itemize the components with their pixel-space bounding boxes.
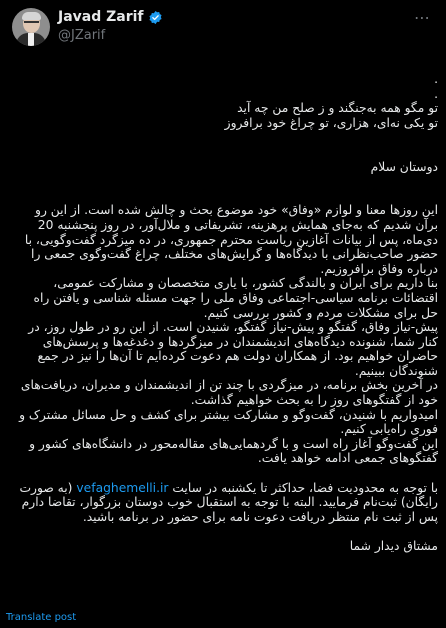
more-options-icon[interactable]: ⋯ <box>414 8 431 27</box>
translate-post-link[interactable]: Translate post <box>6 612 77 623</box>
tweet-registration <box>14 481 438 525</box>
tweet-paragraph: این گفت‌وگو آغاز راه است و با گردهمایی‌های مقاله‌محور در دانشگاه‌های کشور و گفتگوهای جمعی ادامه خواهد یافت. <box>29 436 438 466</box>
tweet-paragraph: تو یکی نه‌ای، هزاری، تو چراغ خود برافروز <box>224 115 438 130</box>
tweet-blank-line <box>14 174 438 189</box>
avatar[interactable] <box>12 8 50 46</box>
tweet-blank-line <box>14 130 438 145</box>
tweet-paragraph: . <box>434 72 438 86</box>
tweet-paragraph: تو مگو همه به‌جنگند و ز صلح من چه آید <box>237 101 438 116</box>
tweet-paragraph: . <box>434 86 438 101</box>
registration-text-after: (به صورت رایگان) ثبت‌نام فرمایید. البته با توجه به استقبال خوب دوستان بزرگوار، تقاضا دارم پس از ثبت نام منتظر دریافت دعوت نامه برای حضور در برنامه باشید. <box>19 480 438 524</box>
tweet-paragraph: امیدواریم با شنیدن، گفت‌وگو و مشارکت بیشتر برای کشف و حل مسائل مشترک و فوری راه‌یابی کنیم. <box>19 407 438 437</box>
tweet-blank-line <box>14 189 438 204</box>
tweet-blank-line <box>14 145 438 160</box>
author-name-row <box>58 9 163 25</box>
avatar-glasses-shape <box>24 21 39 27</box>
tweet-paragraph: این روزها معنا و لوازم «وفاق» خود موضوع بحث و چالش شده است. از این رو برآن شدیم که به‌جای همایش پرهزینه، تشریفاتی و ملال‌آور، در روز پنجشنبه 20 دی‌ماه، پس از بیانات آغازین ریاست محترم جمهوری، در ده میزگرد گفت‌وگویی، با حضور صاحب‌نظرانی با دیدگاه‌ها و گرایش‌های مختلف، چراغ گفت‌وگوی جمعی را درباره وفاق برافروزیم. <box>24 203 438 276</box>
verified-badge-icon <box>148 10 163 25</box>
author-display-name[interactable]: Javad Zarif <box>58 9 144 25</box>
avatar-hair-shape <box>22 12 41 20</box>
registration-link[interactable]: vefaghemelli.ir <box>76 480 169 495</box>
tweet-blank-line <box>14 524 438 539</box>
tweet-paragraph: پیش-نیاز وفاق، گفتگو و پیش-نیاز گفتگو، شنیدن است. از این رو در طول روز، در کنار شما، شنونده دیدگاه‌های اندیشمندان در میزگردها و دغدغه‌ها و پرسش‌های حاضران خواهیم بود. از همکاران دولت هم دعوت کرده‌ایم تا آن‌ها را نیز در جمع شنوندگان ببینیم. <box>28 320 438 378</box>
author-handle[interactable]: @JZarif <box>58 28 106 43</box>
avatar-shirt-shape <box>28 33 34 46</box>
tweet-blank-line <box>14 466 438 481</box>
tweet-paragraph: بنا داریم برای ایران و بالندگی کشور، با یاری متخصصان و مشارکت عمومی، اقتضائات برنامه سیاسی-اجتماعی وفاق ملی را جهت مسئله شناسی و یافتن راه حل برای مشکلات مردم و کشور بررسی کنیم. <box>33 276 438 320</box>
registration-text-before: با توجه به محدودیت فضا، حداکثر تا یکشنبه در سایت <box>168 480 438 495</box>
tweet-closing: مشتاق دیدار شما <box>349 539 438 553</box>
tweet-body <box>14 72 438 554</box>
tweet-paragraph: در آخرین بخش برنامه، در میزگردی با چند تن از اندیشمندان و مدیران، دریافت‌های خود از گفتگوهای روز را به بحث خواهیم گذاشت. <box>20 378 438 408</box>
tweet-greeting: دوستان سلام <box>370 159 438 174</box>
tweet-header <box>0 0 446 60</box>
